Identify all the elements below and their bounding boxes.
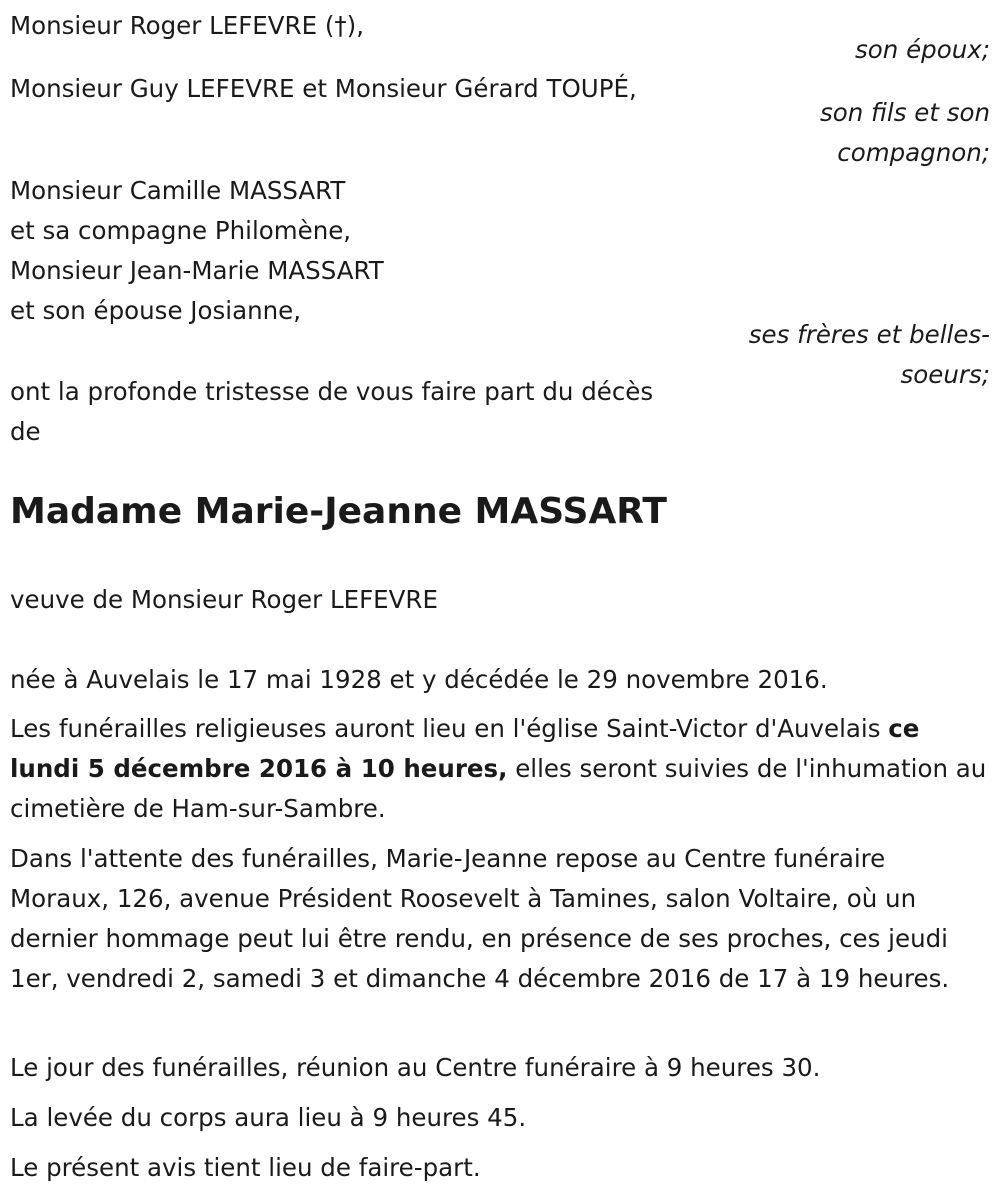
son-names: Monsieur Guy LEFEVRE et Monsieur Gérard TOUPÉ, [10, 74, 637, 103]
spouse-relation: son époux; [855, 35, 990, 64]
announcement-line-2: de [10, 417, 41, 446]
sibling-line: et sa compagne Philomène, [10, 216, 352, 245]
funeral-date-time: ce lundi 5 décembre 2016 à 10 heures, [10, 714, 920, 783]
spouse-name: Monsieur Roger LEFEVRE (†), [10, 11, 364, 40]
son-relation-line-2: compagnon; [837, 138, 990, 167]
funeral-paragraph [10, 709, 990, 829]
announcement-line-1: ont la profonde tristesse de vous faire part du décès [10, 377, 654, 406]
birth-death-dates: née à Auvelais le 17 mai 1928 et y décédée le 29 novembre 2016. [10, 665, 828, 694]
sibling-line: Monsieur Camille MASSART [10, 176, 346, 205]
widow-of: veuve de Monsieur Roger LEFEVRE [10, 585, 438, 614]
gathering-paragraph: Le jour des funérailles, réunion au Centre funéraire à 9 heures 30. [10, 1053, 821, 1082]
body-removal-paragraph: La levée du corps aura lieu à 9 heures 45. [10, 1103, 527, 1132]
notice-paragraph: Le présent avis tient lieu de faire-part. [10, 1153, 481, 1182]
sibling-line: et son épouse Josianne, [10, 296, 302, 325]
sibling-line: Monsieur Jean-Marie MASSART [10, 256, 384, 285]
viewing-paragraph: Dans l'attente des funérailles, Marie-Jeanne repose au Centre funéraire Moraux, 126, avenue Président Roosevelt à Tamines, salon Voltaire, où un dernier hommage peut lui être rendu, en présence de ses proches, ces jeudi 1er, vendredi 2, samedi 3 et dimanche 4 décembre 2016 de 17 à 19 heures. [10, 844, 950, 993]
deceased-name: Madame Marie-Jeanne MASSART [10, 491, 667, 532]
siblings-relation-line-1: ses frères et belles- [748, 320, 990, 349]
siblings-relation-line-2: soeurs; [900, 360, 990, 389]
son-relation-line-1: son fils et son [819, 98, 990, 127]
funeral-text-end: elles seront suivies de l'inhumation au cimetière de Ham-sur-Sambre. [10, 754, 987, 823]
funeral-text-start: Les funérailles religieuses auront lieu en l'église Saint-Victor d'Auvelais [10, 714, 889, 743]
